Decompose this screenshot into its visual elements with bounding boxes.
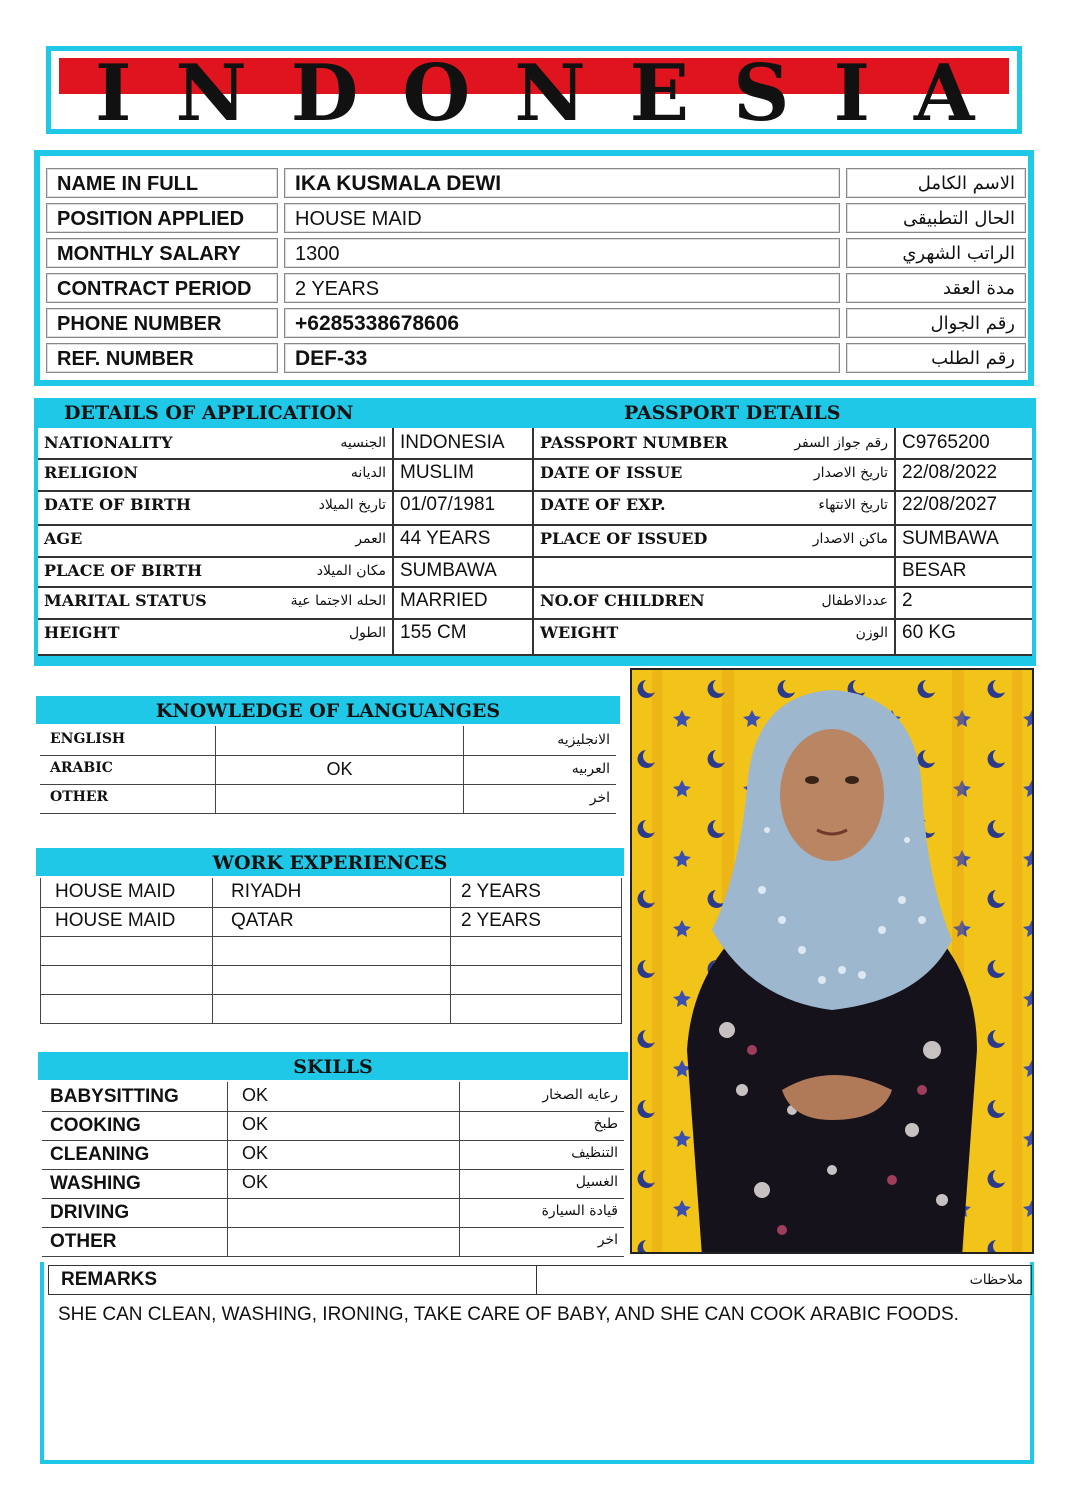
languages-section bbox=[36, 696, 620, 814]
detail-label-cell bbox=[38, 524, 394, 556]
details-row bbox=[38, 586, 1032, 620]
detail-value: 44 YEARS bbox=[400, 528, 491, 549]
remarks-section bbox=[40, 1262, 1034, 1464]
passport-label-arabic: تاريخ الانتهاء bbox=[818, 497, 888, 513]
passport-label: DATE OF EXP. bbox=[540, 495, 666, 514]
work-row bbox=[41, 878, 621, 908]
detail-label: MARITAL STATUS bbox=[44, 591, 207, 610]
detail-label-cell bbox=[38, 490, 394, 524]
detail-value bbox=[394, 458, 534, 490]
work-position bbox=[41, 994, 213, 1023]
detail-label-arabic: الطول bbox=[348, 625, 386, 641]
passport-label: NO.OF CHILDREN bbox=[540, 591, 705, 610]
passport-value: C9765200 bbox=[902, 432, 990, 453]
passport-label-cell bbox=[534, 524, 896, 556]
languages-table bbox=[40, 726, 616, 814]
info-label: POSITION APPLIED bbox=[46, 203, 278, 233]
detail-label-cell bbox=[38, 458, 394, 490]
skills-row bbox=[42, 1169, 624, 1199]
passport-value bbox=[896, 556, 1032, 586]
contract-value: 2 YEARS bbox=[284, 273, 840, 303]
detail-label-arabic: تاريخ الميلاد bbox=[318, 497, 386, 513]
detail-value bbox=[394, 490, 534, 524]
photo-illustration bbox=[632, 670, 1034, 1254]
remarks-label: REMARKS bbox=[49, 1266, 537, 1294]
details-row bbox=[38, 618, 1032, 656]
passport-title: PASSPORT DETAILS bbox=[624, 402, 841, 424]
language-name-arabic: العربيه bbox=[571, 761, 610, 777]
skill-level bbox=[228, 1198, 460, 1227]
language-name: ENGLISH bbox=[40, 726, 216, 755]
details-title: DETAILS OF APPLICATION bbox=[64, 402, 354, 424]
work-row bbox=[41, 936, 621, 966]
info-label: MONTHLY SALARY bbox=[46, 238, 278, 268]
details-row bbox=[38, 428, 1032, 460]
skills-row bbox=[42, 1082, 624, 1112]
passport-value bbox=[896, 586, 1032, 618]
detail-label: NATIONALITY bbox=[44, 433, 173, 452]
work-position bbox=[41, 936, 213, 965]
detail-value bbox=[394, 618, 534, 654]
skill-name: COOKING bbox=[42, 1111, 228, 1140]
ref-number-value: DEF-33 bbox=[284, 343, 840, 373]
skill-name-arabic: طبخ bbox=[593, 1116, 618, 1132]
full-name-value: IKA KUSMALA DEWI bbox=[284, 168, 840, 198]
detail-value: 01/07/1981 bbox=[400, 494, 496, 515]
language-name: ARABIC bbox=[40, 755, 216, 784]
passport-value: 22/08/2027 bbox=[902, 494, 998, 515]
skill-level: OK bbox=[228, 1111, 460, 1140]
work-position bbox=[41, 965, 213, 994]
passport-label-cell bbox=[534, 428, 896, 458]
passport-label: PASSPORT NUMBER bbox=[540, 433, 728, 452]
skills-title: SKILLS bbox=[38, 1052, 628, 1080]
info-row-name bbox=[46, 168, 1026, 198]
passport-label-arabic: عددالاطفال bbox=[821, 593, 888, 609]
work-section bbox=[36, 848, 624, 1024]
passport-value: SUMBAWA bbox=[902, 528, 999, 549]
skills-row bbox=[42, 1140, 624, 1170]
language-level bbox=[216, 784, 464, 813]
passport-label-arabic: ماكن الاصدار bbox=[812, 531, 888, 547]
info-row-salary bbox=[46, 238, 1026, 268]
detail-label-arabic: الجنسيه bbox=[340, 435, 386, 451]
detail-value: SUMBAWA bbox=[400, 560, 497, 581]
detail-value: 155 CM bbox=[400, 622, 467, 643]
detail-value: MARRIED bbox=[400, 590, 488, 611]
passport-label-cell bbox=[534, 556, 896, 586]
passport-label-cell bbox=[534, 490, 896, 524]
skill-name: WASHING bbox=[42, 1169, 228, 1198]
skill-name: DRIVING bbox=[42, 1198, 228, 1227]
info-label: PHONE NUMBER bbox=[46, 308, 278, 338]
skill-name: OTHER bbox=[42, 1227, 228, 1256]
skill-name: CLEANING bbox=[42, 1140, 228, 1169]
detail-label: AGE bbox=[44, 529, 83, 548]
work-position: HOUSE MAID bbox=[41, 907, 213, 936]
language-name-arabic: الانجليزيه bbox=[557, 732, 610, 748]
info-row-ref bbox=[46, 343, 1026, 373]
remarks-header-row bbox=[48, 1265, 1032, 1295]
applicant-photo bbox=[630, 668, 1034, 1254]
detail-label-cell bbox=[38, 618, 394, 654]
detail-value: INDONESIA bbox=[400, 432, 505, 453]
info-label: REF. NUMBER bbox=[46, 343, 278, 373]
skills-row bbox=[42, 1198, 624, 1228]
work-country bbox=[213, 994, 451, 1023]
passport-label-arabic: الوزن bbox=[855, 625, 888, 641]
work-table bbox=[40, 878, 622, 1024]
passport-label: DATE OF ISSUE bbox=[540, 463, 683, 482]
passport-value bbox=[896, 524, 1032, 556]
work-years bbox=[451, 994, 621, 1023]
country-banner bbox=[46, 46, 1022, 139]
work-row bbox=[41, 907, 621, 937]
details-row bbox=[38, 490, 1032, 526]
detail-value bbox=[394, 586, 534, 618]
skill-name-arabic: رعايه الصخار bbox=[542, 1087, 618, 1103]
skills-row bbox=[42, 1111, 624, 1141]
details-section bbox=[34, 398, 1036, 666]
passport-value: 60 KG bbox=[902, 622, 956, 643]
detail-label: RELIGION bbox=[44, 463, 138, 482]
detail-label: DATE OF BIRTH bbox=[44, 495, 191, 514]
info-label-arabic: الاسم الكامل bbox=[846, 168, 1026, 198]
detail-label-arabic: الحله الاجتما عية bbox=[290, 593, 386, 609]
passport-label: PLACE OF ISSUED bbox=[540, 529, 708, 548]
language-name: OTHER bbox=[40, 784, 216, 813]
info-label: CONTRACT PERIOD bbox=[46, 273, 278, 303]
detail-label-cell bbox=[38, 428, 394, 458]
info-label-arabic: رقم الطلب bbox=[846, 343, 1026, 373]
work-years bbox=[451, 936, 621, 965]
personal-info-table bbox=[34, 150, 1034, 386]
passport-value: 22/08/2022 bbox=[902, 462, 998, 483]
passport-value bbox=[896, 618, 1032, 654]
passport-value bbox=[896, 490, 1032, 524]
details-row bbox=[38, 524, 1032, 558]
work-country: RIYADH bbox=[213, 878, 451, 907]
passport-label-cell bbox=[534, 458, 896, 490]
passport-label-arabic: رقم جواز السفر bbox=[794, 435, 888, 451]
detail-value: MUSLIM bbox=[400, 462, 474, 483]
language-level: OK bbox=[216, 755, 464, 784]
work-country: QATAR bbox=[213, 907, 451, 936]
passport-label-cell bbox=[534, 586, 896, 618]
detail-label: PLACE OF BIRTH bbox=[44, 561, 203, 580]
details-row bbox=[38, 458, 1032, 492]
detail-label-arabic: الديانه bbox=[350, 465, 386, 481]
skills-section bbox=[38, 1052, 628, 1258]
languages-title: KNOWLEDGE OF LANGUANGES bbox=[36, 696, 620, 724]
remarks-label-arabic: ملاحظات bbox=[969, 1272, 1023, 1288]
passport-label-arabic: تاريخ الاصدار bbox=[813, 465, 888, 481]
skill-level bbox=[228, 1227, 460, 1256]
info-label-arabic: الحال التطبيقى bbox=[846, 203, 1026, 233]
passport-label-cell bbox=[534, 618, 896, 654]
work-row bbox=[41, 965, 621, 995]
skill-level: OK bbox=[228, 1169, 460, 1198]
skill-name-arabic: قيادة السيارة bbox=[541, 1203, 618, 1219]
detail-label-arabic: مكان الميلاد bbox=[316, 563, 386, 579]
work-years bbox=[451, 965, 621, 994]
work-country bbox=[213, 965, 451, 994]
phone-value: +6285338678606 bbox=[284, 308, 840, 338]
skill-level: OK bbox=[228, 1140, 460, 1169]
info-label-arabic: الراتب الشهري bbox=[846, 238, 1026, 268]
skill-name-arabic: الغسيل bbox=[575, 1174, 618, 1190]
detail-label-cell bbox=[38, 586, 394, 618]
detail-label-cell bbox=[38, 556, 394, 586]
language-name-arabic: اخر bbox=[589, 790, 610, 806]
work-position: HOUSE MAID bbox=[41, 878, 213, 907]
detail-value bbox=[394, 556, 534, 586]
work-title: WORK EXPERIENCES bbox=[36, 848, 624, 876]
language-level bbox=[216, 726, 464, 755]
info-label-arabic: مدة العقد bbox=[846, 273, 1026, 303]
info-label: NAME IN FULL bbox=[46, 168, 278, 198]
passport-value bbox=[896, 458, 1032, 490]
work-country bbox=[213, 936, 451, 965]
salary-value: 1300 bbox=[284, 238, 840, 268]
detail-label-arabic: العمر bbox=[355, 531, 386, 547]
skills-table bbox=[42, 1082, 624, 1256]
info-row-contract bbox=[46, 273, 1026, 303]
info-label-arabic: رقم الجوال bbox=[846, 308, 1026, 338]
work-years: 2 YEARS bbox=[461, 881, 541, 902]
info-row-phone bbox=[46, 308, 1026, 338]
details-grid bbox=[38, 428, 1032, 654]
passport-value bbox=[896, 428, 1032, 458]
skills-row bbox=[42, 1227, 624, 1257]
info-row-position bbox=[46, 203, 1026, 233]
skill-name: BABYSITTING bbox=[42, 1082, 228, 1111]
work-row bbox=[41, 994, 621, 1024]
detail-value bbox=[394, 428, 534, 458]
remarks-text: SHE CAN CLEAN, WASHING, IRONING, TAKE CARE OF BABY, AND SHE CAN COOK ARABIC FOODS. bbox=[58, 1304, 959, 1325]
passport-value: BESAR bbox=[902, 560, 967, 581]
languages-row bbox=[40, 784, 616, 814]
position-value: HOUSE MAID bbox=[284, 203, 840, 233]
passport-value: 2 bbox=[902, 590, 913, 611]
languages-row bbox=[40, 726, 616, 756]
passport-label: WEIGHT bbox=[540, 623, 619, 642]
languages-row bbox=[40, 755, 616, 785]
skill-level: OK bbox=[228, 1082, 460, 1111]
country-title: INDONESIA bbox=[95, 48, 1019, 139]
detail-label: HEIGHT bbox=[44, 623, 120, 642]
skill-name-arabic: اخر bbox=[597, 1232, 618, 1248]
detail-value bbox=[394, 524, 534, 556]
work-years: 2 YEARS bbox=[461, 910, 541, 931]
skill-name-arabic: التنظيف bbox=[571, 1145, 618, 1161]
details-row bbox=[38, 556, 1032, 588]
